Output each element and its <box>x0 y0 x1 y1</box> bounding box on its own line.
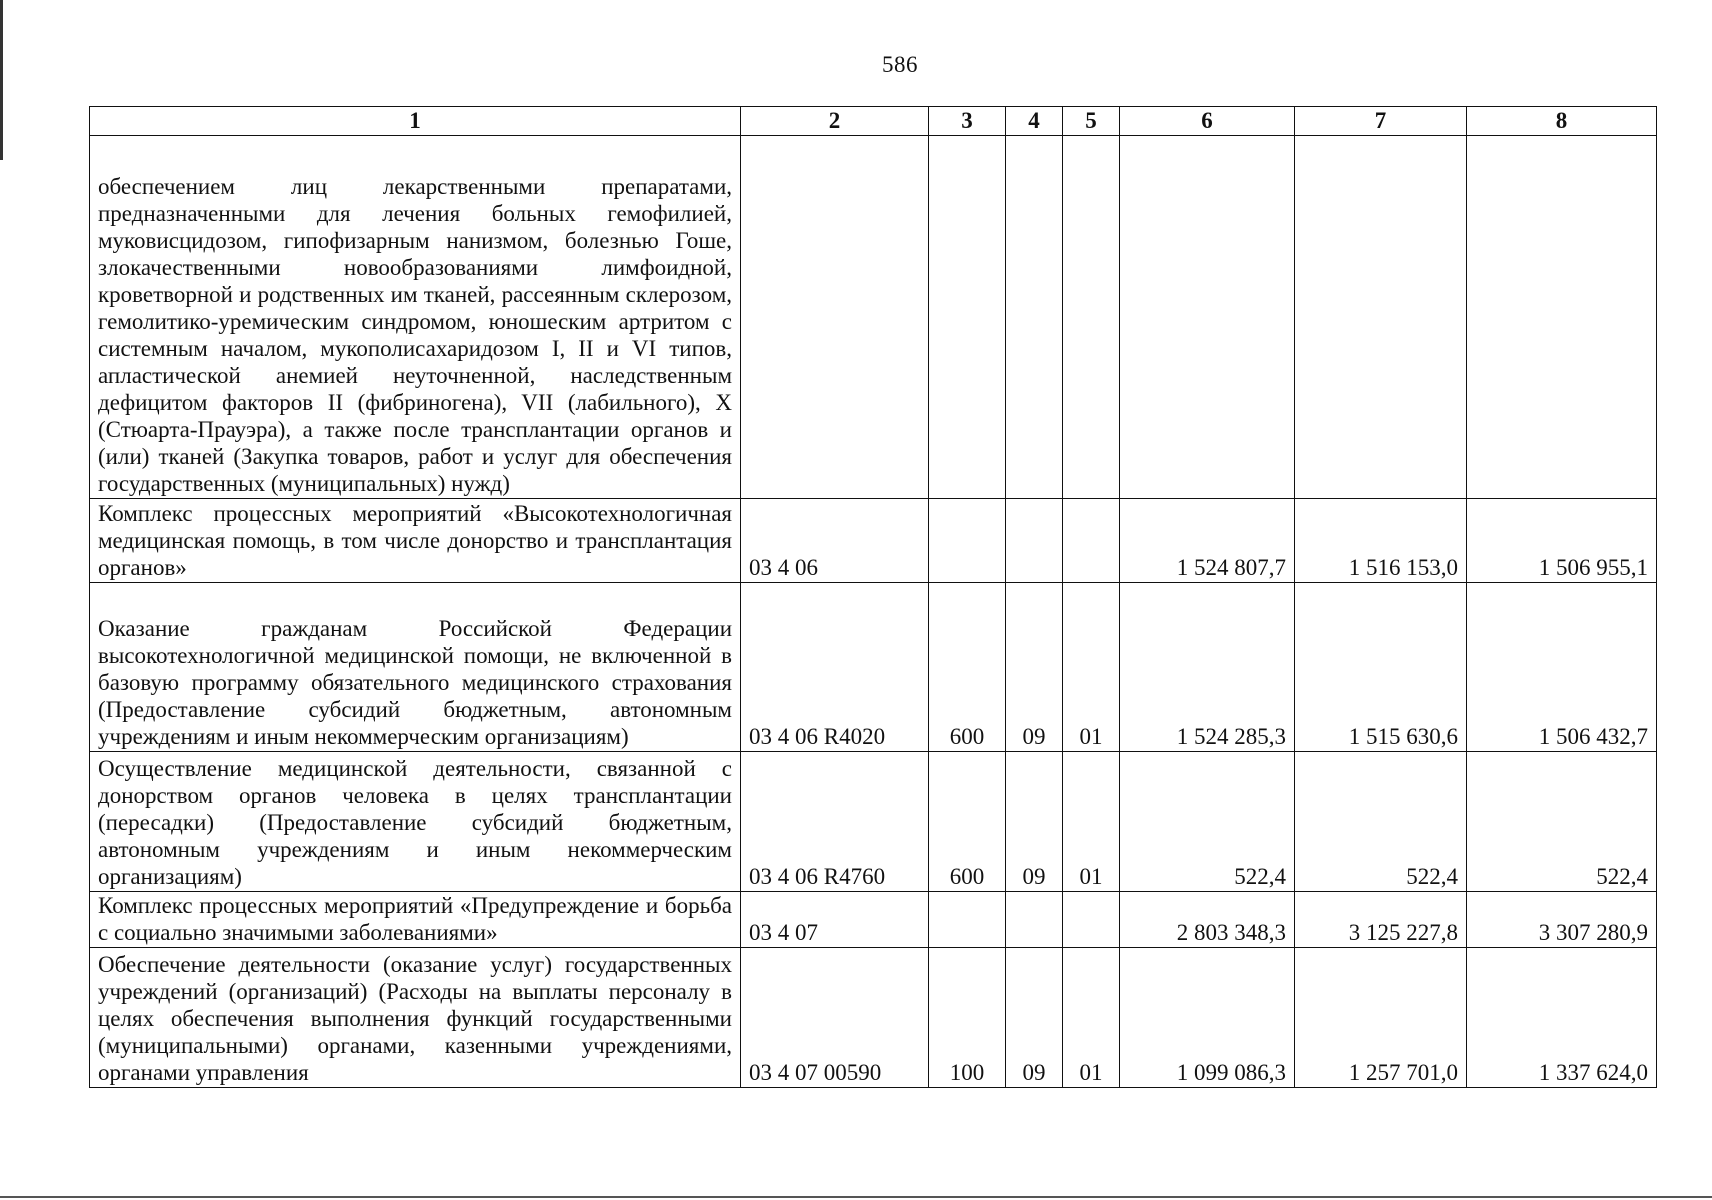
row-description: обеспечением лиц лекарственными препаратами, предназначенными для лечения больных гемофилией, муковисцидозом, гипофизарным нанизмом, болезнью Гоше, злокачественными новообразованиями лимфоидной, кроветворной и родственных им тканей, рассеянным склерозом, гемолитико-уремическим синдромом, юношеским артритом с системным началом, мукополисахаридозом I, II и VI типов, апластической анемией неуточненной, наследственным дефицитом факторов II (фибриногена), VII (лабильного), X (Стюарта-Прауэра), а также после трансплантации органов и (или) тканей (Закупка товаров, работ и услуг для обеспечения государственных (муниципальных) нужд) <box>90 136 741 499</box>
row-description: Осуществление медицинской деятельности, связанной с донорством органов человека в целях трансплантации (пересадки) (Предоставление субсидий бюджетным, автономным учреждениям и иным некоммерческим организациям) <box>90 752 741 892</box>
header-col-5: 5 <box>1063 107 1120 136</box>
row-description: Комплекс процессных мероприятий «Высокотехнологичная медицинская помощь, в том числе донорство и трансплантация органов» <box>90 499 741 583</box>
row-code <box>741 136 929 499</box>
row-sum-3: 522,4 <box>1467 752 1657 892</box>
row-sum-2: 522,4 <box>1295 752 1467 892</box>
row-description: Оказание гражданам Российской Федерации высокотехнологичной медицинской помощи, не включенной в базовую программу обязательного медицинского страхования (Предоставление субсидий бюджетным, автономным учреждениям и иным некоммерческим организациям) <box>90 583 741 752</box>
row-sum-1: 522,4 <box>1120 752 1295 892</box>
table-row <box>90 948 1657 1088</box>
row-sum-2: 1 257 701,0 <box>1295 948 1467 1088</box>
row-code: 03 4 07 <box>741 892 929 948</box>
row-code: 03 4 06 R4020 <box>741 583 929 752</box>
header-col-3: 3 <box>929 107 1006 136</box>
row-sum-1 <box>1120 136 1295 499</box>
header-col-6: 6 <box>1120 107 1295 136</box>
row-pr: 01 <box>1063 583 1120 752</box>
scan-left-edge <box>0 0 3 160</box>
row-pr <box>1063 136 1120 499</box>
header-row <box>90 107 1657 136</box>
row-rz <box>1006 892 1063 948</box>
row-sum-1: 2 803 348,3 <box>1120 892 1295 948</box>
table-row <box>90 583 1657 752</box>
row-code: 03 4 06 <box>741 499 929 583</box>
budget-table <box>89 106 1657 1088</box>
row-sum-2: 1 515 630,6 <box>1295 583 1467 752</box>
row-pr: 01 <box>1063 752 1120 892</box>
row-sum-2: 3 125 227,8 <box>1295 892 1467 948</box>
row-sum-3 <box>1467 136 1657 499</box>
row-pr: 01 <box>1063 948 1120 1088</box>
row-vr <box>929 136 1006 499</box>
row-rz: 09 <box>1006 752 1063 892</box>
row-sum-2: 1 516 153,0 <box>1295 499 1467 583</box>
row-sum-1: 1 524 285,3 <box>1120 583 1295 752</box>
row-vr <box>929 892 1006 948</box>
row-rz <box>1006 136 1063 499</box>
row-code: 03 4 06 R4760 <box>741 752 929 892</box>
table-row <box>90 892 1657 948</box>
row-vr <box>929 499 1006 583</box>
row-sum-3: 1 506 432,7 <box>1467 583 1657 752</box>
table-row <box>90 499 1657 583</box>
table-row <box>90 136 1657 499</box>
row-sum-1: 1 524 807,7 <box>1120 499 1295 583</box>
row-code: 03 4 07 00590 <box>741 948 929 1088</box>
scan-bottom-edge <box>0 1196 1712 1198</box>
row-sum-1: 1 099 086,3 <box>1120 948 1295 1088</box>
page-number: 586 <box>882 52 918 77</box>
row-sum-3: 3 307 280,9 <box>1467 892 1657 948</box>
header-col-1: 1 <box>90 107 741 136</box>
row-sum-3: 1 506 955,1 <box>1467 499 1657 583</box>
row-sum-3: 1 337 624,0 <box>1467 948 1657 1088</box>
row-sum-2 <box>1295 136 1467 499</box>
header-col-2: 2 <box>741 107 929 136</box>
header-col-4: 4 <box>1006 107 1063 136</box>
row-rz: 09 <box>1006 583 1063 752</box>
header-col-7: 7 <box>1295 107 1467 136</box>
row-vr: 600 <box>929 583 1006 752</box>
row-description: Обеспечение деятельности (оказание услуг) государственных учреждений (организаций) (Расходы на выплаты персоналу в целях обеспечения выполнения функций государственными (муниципальными) органами, казенными учреждениями, органами управления <box>90 948 741 1088</box>
row-pr <box>1063 892 1120 948</box>
row-description: Комплекс процессных мероприятий «Предупреждение и борьба с социально значимыми заболеваниями» <box>90 892 741 948</box>
row-pr <box>1063 499 1120 583</box>
header-col-8: 8 <box>1467 107 1657 136</box>
row-vr: 100 <box>929 948 1006 1088</box>
table-row <box>90 752 1657 892</box>
row-rz <box>1006 499 1063 583</box>
row-rz: 09 <box>1006 948 1063 1088</box>
row-vr: 600 <box>929 752 1006 892</box>
